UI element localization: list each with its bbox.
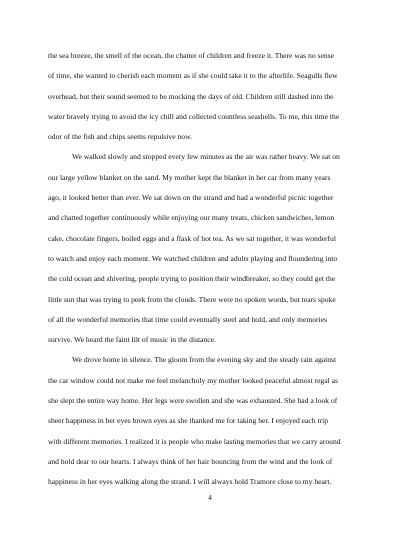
text-line: overhead, but their sound seemed to be mocking the days of old. Children still dashed into the [48,91,334,101]
text-line: our large yellow blanket on the sand. My mother kept the blanket in her car from many years [48,172,331,182]
text-line: to watch and enjoy each moment. We watched children and adults playing and floundering into [48,253,338,263]
text-line: water bravely trying to avoid the icy chill and collected countless seashells. To me, this time the [48,111,340,121]
text-line: little sun that was trying to peek from the clouds. There were no spoken words, but tears spoke [48,294,336,304]
text-line: sheer happiness in her eyes brown eyes as she thanked me for taking her. I enjoyed each trip [48,416,329,426]
text-line: happiness in her eyes walking along the strand. I will always hold Tramore close to my heart. [48,477,332,487]
page-number: 4 [208,493,212,502]
text-line: of all the wonderful memories that time could eventually steel and hold, and only memories [48,314,327,324]
text-line: the cold ocean and shivering, people trying to position their windbreaker, so they could get the [48,274,336,284]
text-line: the car window could not make me feel melancholy my mother looked peaceful almost regal as [48,375,338,385]
text-line: with different memories. I realized it is people who make lasting memories that we carry around [48,436,341,446]
text-line: survive. We heard the faint lilt of music in the distance. [48,335,216,345]
paragraph-first-line: We drove home in silence. The gloom from the evening sky and the steady rain against [72,355,337,365]
paragraph-first-line: We walked slowly and stopped every few minutes as the air was rather heavy. We sat on [72,152,340,162]
body-text [48,46,374,493]
text-line: ago, it looked better than ever. We sat down on the strand and had a wonderful picnic together [48,193,334,203]
text-line: of time, she wanted to cherish each moment as if she could take it to the afterlife. Seagulls flew [48,71,338,81]
text-line: and hold dear to our hearts. I always think of her hair bouncing from the wind and the look of [48,456,333,466]
text-line: odor of the fish and chips seems repulsive now. [48,132,192,142]
text-line: she slept the entire way home. Her legs were swollen and she was exhausted. She had a look of [48,396,338,406]
text-line: and chatted together continuously while enjoying our many treats, chicken sandwiches, lemon [48,213,335,223]
text-line: cake, chocolate fingers, boiled eggs and a flask of hot tea. As we sat together, it was wonderful [48,233,336,243]
text-line: the sea breeze, the smell of the ocean, the chatter of children and freeze it. There was no sense [48,51,334,60]
